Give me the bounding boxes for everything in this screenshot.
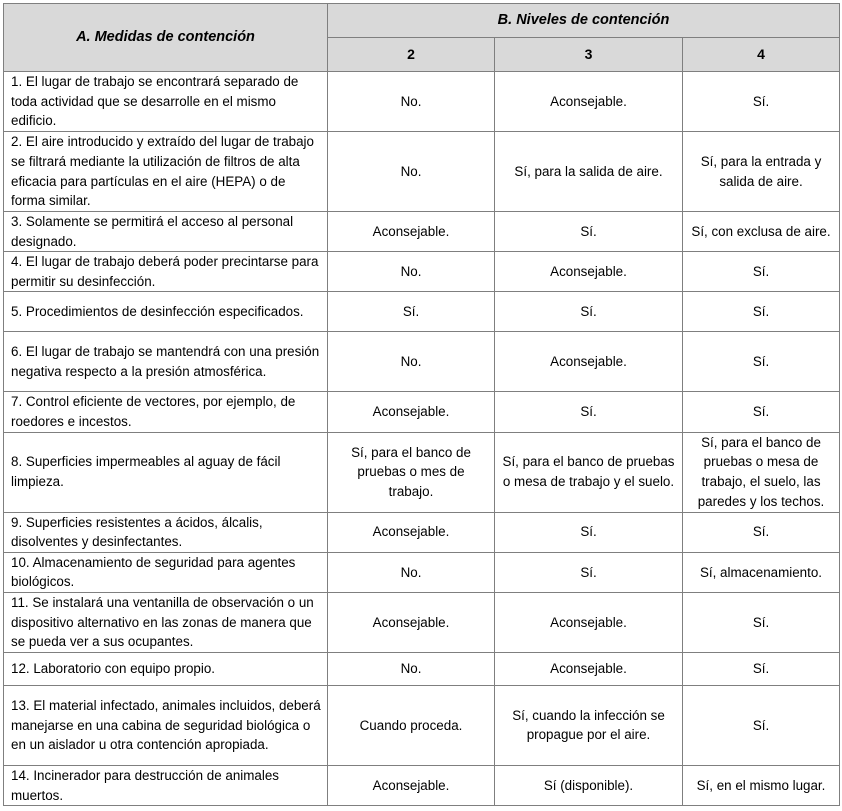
level-2-cell: Aconsejable. — [328, 592, 495, 652]
level-4-cell: Sí. — [683, 512, 840, 552]
level-2-cell: No. — [328, 332, 495, 392]
level-3-cell: Aconsejable. — [495, 652, 683, 685]
table-row — [4, 552, 840, 592]
level-2-cell: No. — [328, 132, 495, 212]
measure-cell: 7. Control eficiente de vectores, por ejemplo, de roedores e incestos. — [4, 392, 328, 432]
level-3-cell: Aconsejable. — [495, 332, 683, 392]
table-row — [4, 72, 840, 132]
measure-cell: 11. Se instalará una ventanilla de observación o un dispositivo alternativo en las zonas de manera que se pueda ver a sus ocupantes. — [4, 592, 328, 652]
level-3-cell: Sí. — [495, 392, 683, 432]
measure-cell: 5. Procedimientos de desinfección especificados. — [4, 292, 328, 332]
measure-cell: 9. Superficies resistentes a ácidos, álcalis, disolventes y desinfectantes. — [4, 512, 328, 552]
level-2-cell: Sí. — [328, 292, 495, 332]
level-3-cell: Sí, cuando la infección se propague por el aire. — [495, 685, 683, 765]
level-2-cell: Sí, para el banco de pruebas o mes de trabajo. — [328, 432, 495, 512]
level-4-cell: Sí. — [683, 392, 840, 432]
measure-cell: 3. Solamente se permitirá el acceso al personal designado. — [4, 212, 328, 252]
table-row — [4, 132, 840, 212]
table-row — [4, 512, 840, 552]
measure-cell: 10. Almacenamiento de seguridad para agentes biológicos. — [4, 552, 328, 592]
level-2-cell: Aconsejable. — [328, 212, 495, 252]
level-4-cell: Sí. — [683, 332, 840, 392]
level-3-header: 3 — [495, 38, 683, 72]
level-4-cell: Sí. — [683, 292, 840, 332]
level-4-cell: Sí. — [683, 592, 840, 652]
measure-cell: 8. Superficies impermeables al aguay de fácil limpieza. — [4, 432, 328, 512]
table-row — [4, 332, 840, 392]
level-4-cell: Sí, con exclusa de aire. — [683, 212, 840, 252]
measure-cell: 4. El lugar de trabajo deberá poder precintarse para permitir su desinfección. — [4, 252, 328, 292]
level-2-cell: Aconsejable. — [328, 392, 495, 432]
measure-cell: 13. El material infectado, animales incluidos, deberá manejarse en una cabina de seguridad biológica o en un aislador u otra contención apropiada. — [4, 685, 328, 765]
level-2-header: 2 — [328, 38, 495, 72]
table-row — [4, 652, 840, 685]
level-2-cell: Aconsejable. — [328, 512, 495, 552]
table-row — [4, 212, 840, 252]
level-3-cell: Sí (disponible). — [495, 765, 683, 805]
level-3-cell: Aconsejable. — [495, 592, 683, 652]
level-4-cell: Sí, para el banco de pruebas o mesa de trabajo, el suelo, las paredes y los techos. — [683, 432, 840, 512]
level-3-cell: Sí. — [495, 512, 683, 552]
level-4-header: 4 — [683, 38, 840, 72]
level-4-cell: Sí. — [683, 252, 840, 292]
level-4-cell: Sí, para la entrada y salida de aire. — [683, 132, 840, 212]
level-4-cell: Sí. — [683, 652, 840, 685]
level-3-cell: Sí, para la salida de aire. — [495, 132, 683, 212]
header-row-groups — [4, 4, 840, 38]
level-2-cell: No. — [328, 72, 495, 132]
level-3-cell: Sí. — [495, 292, 683, 332]
table-row — [4, 432, 840, 512]
measure-cell: 1. El lugar de trabajo se encontrará separado de toda actividad que se desarrolle en el mismo edificio. — [4, 72, 328, 132]
table-row — [4, 592, 840, 652]
levels-header: B. Niveles de contención — [328, 4, 840, 38]
level-2-cell: Cuando proceda. — [328, 685, 495, 765]
table-row — [4, 685, 840, 765]
table-row — [4, 292, 840, 332]
level-3-cell: Sí. — [495, 552, 683, 592]
measure-cell: 14. Incinerador para destrucción de animales muertos. — [4, 765, 328, 805]
level-4-cell: Sí, almacenamiento. — [683, 552, 840, 592]
level-2-cell: No. — [328, 552, 495, 592]
measure-cell: 2. El aire introducido y extraído del lugar de trabajo se filtrará mediante la utilización de filtros de alta eficacia para partículas en el aire (HEPA) o de forma similar. — [4, 132, 328, 212]
table-row — [4, 392, 840, 432]
level-4-cell: Sí, en el mismo lugar. — [683, 765, 840, 805]
level-2-cell: No. — [328, 252, 495, 292]
level-3-cell: Sí, para el banco de pruebas o mesa de trabajo y el suelo. — [495, 432, 683, 512]
level-2-cell: Aconsejable. — [328, 765, 495, 805]
level-3-cell: Sí. — [495, 212, 683, 252]
measure-cell: 12. Laboratorio con equipo propio. — [4, 652, 328, 685]
level-2-cell: No. — [328, 652, 495, 685]
level-4-cell: Sí. — [683, 685, 840, 765]
level-3-cell: Aconsejable. — [495, 72, 683, 132]
table-row — [4, 252, 840, 292]
level-3-cell: Aconsejable. — [495, 252, 683, 292]
containment-table — [3, 3, 840, 806]
table-row — [4, 765, 840, 805]
level-4-cell: Sí. — [683, 72, 840, 132]
measure-cell: 6. El lugar de trabajo se mantendrá con una presión negativa respecto a la presión atmosférica. — [4, 332, 328, 392]
measures-header: A. Medidas de contención — [4, 4, 328, 72]
